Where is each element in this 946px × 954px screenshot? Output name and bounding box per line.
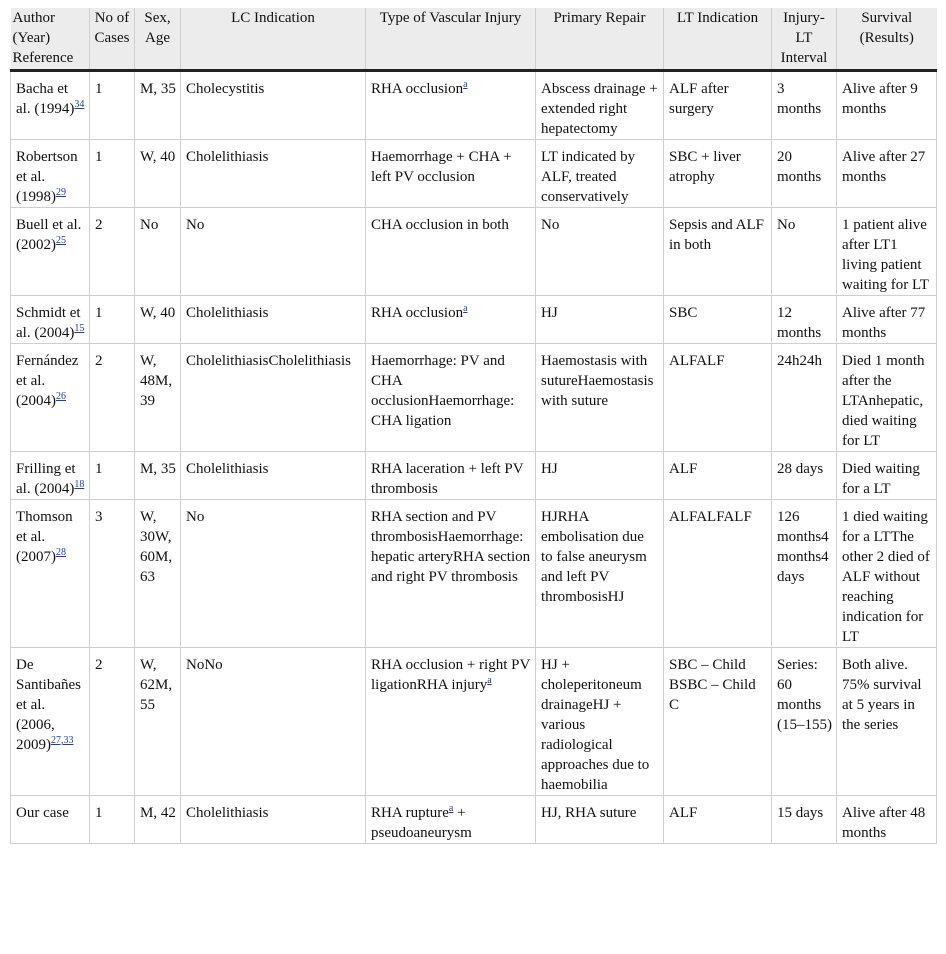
header-row <box>11 8 937 71</box>
cell-primary-repair <box>536 344 664 452</box>
injury-text: Haemorrhage: PV and CHA occlusionHaemorrhage: CHA ligation <box>371 353 515 429</box>
lt-indication-text: SBC – Child BSBC – Child C <box>669 657 756 713</box>
injury-text: RHA occlusion + right PV ligationRHA injury <box>371 657 531 693</box>
footnote-link[interactable]: a <box>463 79 468 90</box>
cell-lc-indication <box>181 344 366 452</box>
cases-text: 1 <box>95 81 103 97</box>
header-lt-indication: LT Indication <box>664 8 772 71</box>
cell-primary-repair <box>536 71 664 140</box>
reference-link[interactable]: 26 <box>56 391 66 402</box>
cell-cases <box>90 500 135 648</box>
cell-primary-repair <box>536 296 664 344</box>
interval-text: 28 days <box>777 461 824 477</box>
table-row <box>11 452 937 500</box>
author-text: Schmidt et al. (2004) <box>16 305 81 341</box>
cell-survival <box>837 140 937 208</box>
interval-text: 12 months <box>777 305 822 341</box>
cell-interval <box>772 500 837 648</box>
cases-text: 2 <box>95 353 103 369</box>
cell-vascular-injury <box>366 452 536 500</box>
cell-vascular-injury <box>366 344 536 452</box>
cell-cases <box>90 344 135 452</box>
cell-primary-repair <box>536 208 664 296</box>
lt-indication-text: SBC + liver atrophy <box>669 149 741 185</box>
cell-lc-indication <box>181 796 366 844</box>
author-text: Robertson et al. (1998) <box>16 149 78 205</box>
injury-tail-text: + pseudoaneurysm <box>371 805 472 841</box>
interval-text: 126 months4 months4 days <box>777 509 829 585</box>
author-text: Bacha et al. (1994) <box>16 81 75 117</box>
lt-indication-text: ALF after surgery <box>669 81 729 117</box>
interval-text: 20 months <box>777 149 822 185</box>
header-survival: Survival (Results) <box>837 8 937 71</box>
sex-age-text: M, 42 <box>140 805 176 821</box>
cell-vascular-injury <box>366 140 536 208</box>
cell-sex-age <box>135 208 181 296</box>
cell-survival <box>837 796 937 844</box>
cell-sex-age <box>135 140 181 208</box>
interval-text: 24h24h <box>777 353 822 369</box>
injury-text: RHA rupture <box>371 805 449 821</box>
injury-text: RHA laceration + left PV thrombosis <box>371 461 524 497</box>
table-row <box>11 344 937 452</box>
cell-interval <box>772 796 837 844</box>
cell-sex-age <box>135 71 181 140</box>
cell-lc-indication <box>181 452 366 500</box>
reference-link[interactable]: 34 <box>74 99 85 110</box>
lc-indication-text: No <box>186 217 205 233</box>
reference-link[interactable]: 25 <box>56 235 66 246</box>
cell-lc-indication <box>181 296 366 344</box>
table-container <box>10 8 936 844</box>
author-text: Thomson et al. (2007) <box>16 509 73 565</box>
cell-lt-indication <box>664 500 772 648</box>
cell-interval <box>772 71 837 140</box>
cell-primary-repair <box>536 796 664 844</box>
injury-text: Haemorrhage + CHA + left PV occlusion <box>371 149 512 185</box>
interval-text: Series: 60 months (15–155) <box>777 657 832 733</box>
cases-text: 2 <box>95 657 103 673</box>
cell-author <box>11 140 90 208</box>
survival-text: Alive after 9 months <box>842 81 918 117</box>
cell-lt-indication <box>664 796 772 844</box>
cell-lc-indication <box>181 71 366 140</box>
cell-survival <box>837 500 937 648</box>
author-text: Our case <box>16 805 69 821</box>
cell-author <box>11 71 90 140</box>
injury-text: RHA occlusion <box>371 305 464 321</box>
header-cases: No of Cases <box>90 8 135 71</box>
cell-survival <box>837 344 937 452</box>
author-text: De Santibañes et al. (2006, 2009) <box>16 657 81 753</box>
cell-author <box>11 296 90 344</box>
lc-indication-text: Cholelithiasis <box>186 149 269 165</box>
survival-text: 1 died waiting for a LTThe other 2 died of ALF without reaching indication for LT <box>842 509 930 645</box>
reference-link[interactable]: 15 <box>74 323 85 334</box>
cell-sex-age <box>135 344 181 452</box>
header-lc-indication: LC Indication <box>181 8 366 71</box>
cases-text: 1 <box>95 805 103 821</box>
survival-text: Alive after 48 months <box>842 805 926 841</box>
repair-text: Abscess drainage + extended right hepatectomy <box>541 81 658 137</box>
header-primary-repair: Primary Repair <box>536 8 664 71</box>
cell-sex-age <box>135 648 181 796</box>
cell-survival <box>837 648 937 796</box>
cell-author <box>11 344 90 452</box>
repair-text: Haemostasis with sutureHaemostasis with suture <box>541 353 654 409</box>
survival-text: Alive after 27 months <box>842 149 926 185</box>
cell-author <box>11 500 90 648</box>
cell-interval <box>772 344 837 452</box>
cell-vascular-injury <box>366 208 536 296</box>
table-row <box>11 208 937 296</box>
cases-text: 1 <box>95 461 103 477</box>
lt-indication-text: SBC <box>669 305 698 321</box>
cell-cases <box>90 71 135 140</box>
survival-text: Both alive. 75% survival at 5 years in the series <box>842 657 922 733</box>
header-sex-age: Sex, Age <box>135 8 181 71</box>
cell-lt-indication <box>664 140 772 208</box>
cell-survival <box>837 71 937 140</box>
header-vascular-injury: Type of Vascular Injury <box>366 8 536 71</box>
cell-primary-repair <box>536 648 664 796</box>
author-text: Frilling et al. (2004) <box>16 461 76 497</box>
cell-cases <box>90 648 135 796</box>
cases-text: 1 <box>95 149 103 165</box>
cell-vascular-injury <box>366 296 536 344</box>
repair-text: HJRHA embolisation due to false aneurysm and left PV thrombosisHJ <box>541 509 647 605</box>
cases-text: 1 <box>95 305 103 321</box>
lt-indication-text: ALFALFALF <box>669 509 752 525</box>
injury-text: RHA occlusion <box>371 81 464 97</box>
cell-author <box>11 796 90 844</box>
lt-indication-text: ALF <box>669 805 698 821</box>
cell-primary-repair <box>536 500 664 648</box>
cell-interval <box>772 296 837 344</box>
interval-text: No <box>777 217 796 233</box>
reference-link[interactable]: 29 <box>56 187 66 198</box>
header-interval: Injury- LT Interval <box>772 8 837 71</box>
cell-interval <box>772 140 837 208</box>
reference-link[interactable]: 18 <box>74 479 85 490</box>
table-row <box>11 796 937 844</box>
lc-indication-text: CholelithiasisCholelithiasis <box>186 353 351 369</box>
cell-primary-repair <box>536 140 664 208</box>
cell-sex-age <box>135 452 181 500</box>
table-row <box>11 500 937 648</box>
table-row <box>11 140 937 208</box>
author-text: Buell et al. (2002) <box>16 217 82 253</box>
table-row <box>11 648 937 796</box>
cell-lt-indication <box>664 648 772 796</box>
cases-text: 2 <box>95 217 103 233</box>
cell-author <box>11 648 90 796</box>
survival-text: Alive after 77 months <box>842 305 926 341</box>
lc-indication-text: Cholelithiasis <box>186 305 269 321</box>
sex-age-text: M, 35 <box>140 461 176 477</box>
cell-sex-age <box>135 500 181 648</box>
cell-lc-indication <box>181 208 366 296</box>
interval-text: 15 days <box>777 805 824 821</box>
cell-author <box>11 208 90 296</box>
repair-text: HJ + choleperitoneum drainageHJ + various radiological approaches due to haemobilia <box>541 657 650 793</box>
repair-text: LT indicated by ALF, treated conservatively <box>541 149 636 205</box>
cell-survival <box>837 296 937 344</box>
cell-lt-indication <box>664 71 772 140</box>
injury-text: RHA section and PV thrombosisHaemorrhage: hepatic arteryRHA section and right PV thrombosis <box>371 509 531 585</box>
cell-cases <box>90 296 135 344</box>
author-text: Fernández et al. (2004) <box>16 353 79 409</box>
cell-primary-repair <box>536 452 664 500</box>
sex-age-text: No <box>140 217 159 233</box>
lt-indication-text: ALF <box>669 461 698 477</box>
injury-text: CHA occlusion in both <box>371 217 509 233</box>
cell-cases <box>90 796 135 844</box>
sex-age-text: W, 40 <box>140 305 176 321</box>
cell-lc-indication <box>181 140 366 208</box>
sex-age-text: W, 30W, 60M, 63 <box>140 509 173 585</box>
sex-age-text: W, 48M, 39 <box>140 353 173 409</box>
cell-survival <box>837 452 937 500</box>
cell-sex-age <box>135 296 181 344</box>
footnote-link[interactable]: a <box>448 803 454 814</box>
survival-text: Died 1 month after the LTAnhepatic, died waiting for LT <box>842 353 925 449</box>
lc-indication-text: NoNo <box>186 657 223 673</box>
cell-lt-indication <box>664 296 772 344</box>
cell-lt-indication <box>664 208 772 296</box>
repair-text: HJ <box>541 305 558 321</box>
table-row <box>11 71 937 140</box>
cell-vascular-injury <box>366 796 536 844</box>
interval-text: 3 months <box>777 81 822 117</box>
sex-age-text: M, 35 <box>140 81 176 97</box>
cell-interval <box>772 648 837 796</box>
cell-sex-age <box>135 796 181 844</box>
footnote-link[interactable]: a <box>487 675 492 686</box>
cell-survival <box>837 208 937 296</box>
lc-indication-text: Cholecystitis <box>186 81 265 97</box>
cell-cases <box>90 208 135 296</box>
cell-lc-indication <box>181 648 366 796</box>
repair-text: No <box>541 217 560 233</box>
header-author: Author (Year) Reference <box>11 8 90 71</box>
cell-interval <box>772 452 837 500</box>
lt-indication-text: ALFALF <box>669 353 725 369</box>
cell-interval <box>772 208 837 296</box>
cell-cases <box>90 452 135 500</box>
repair-text: HJ <box>541 461 558 477</box>
reference-link[interactable]: 27,33 <box>51 735 74 746</box>
footnote-link[interactable]: a <box>463 303 468 314</box>
cell-lc-indication <box>181 500 366 648</box>
lt-indication-text: Sepsis and ALF in both <box>669 217 765 253</box>
sex-age-text: W, 40 <box>140 149 176 165</box>
cell-lt-indication <box>664 452 772 500</box>
cell-cases <box>90 140 135 208</box>
survival-text: 1 patient alive after LT1 living patient waiting for LT <box>842 217 929 293</box>
survival-text: Died waiting for a LT <box>842 461 920 497</box>
cell-vascular-injury <box>366 648 536 796</box>
reference-link[interactable]: 28 <box>56 547 66 558</box>
lc-indication-text: Cholelithiasis <box>186 805 269 821</box>
repair-text: HJ, RHA suture <box>541 805 637 821</box>
cell-vascular-injury <box>366 500 536 648</box>
cases-text: 3 <box>95 509 103 525</box>
lc-indication-text: No <box>186 509 205 525</box>
vascular-injury-table <box>10 8 937 844</box>
sex-age-text: W, 62M, 55 <box>140 657 173 713</box>
table-row <box>11 296 937 344</box>
cell-vascular-injury <box>366 71 536 140</box>
cell-author <box>11 452 90 500</box>
cell-lt-indication <box>664 344 772 452</box>
lc-indication-text: Cholelithiasis <box>186 461 269 477</box>
